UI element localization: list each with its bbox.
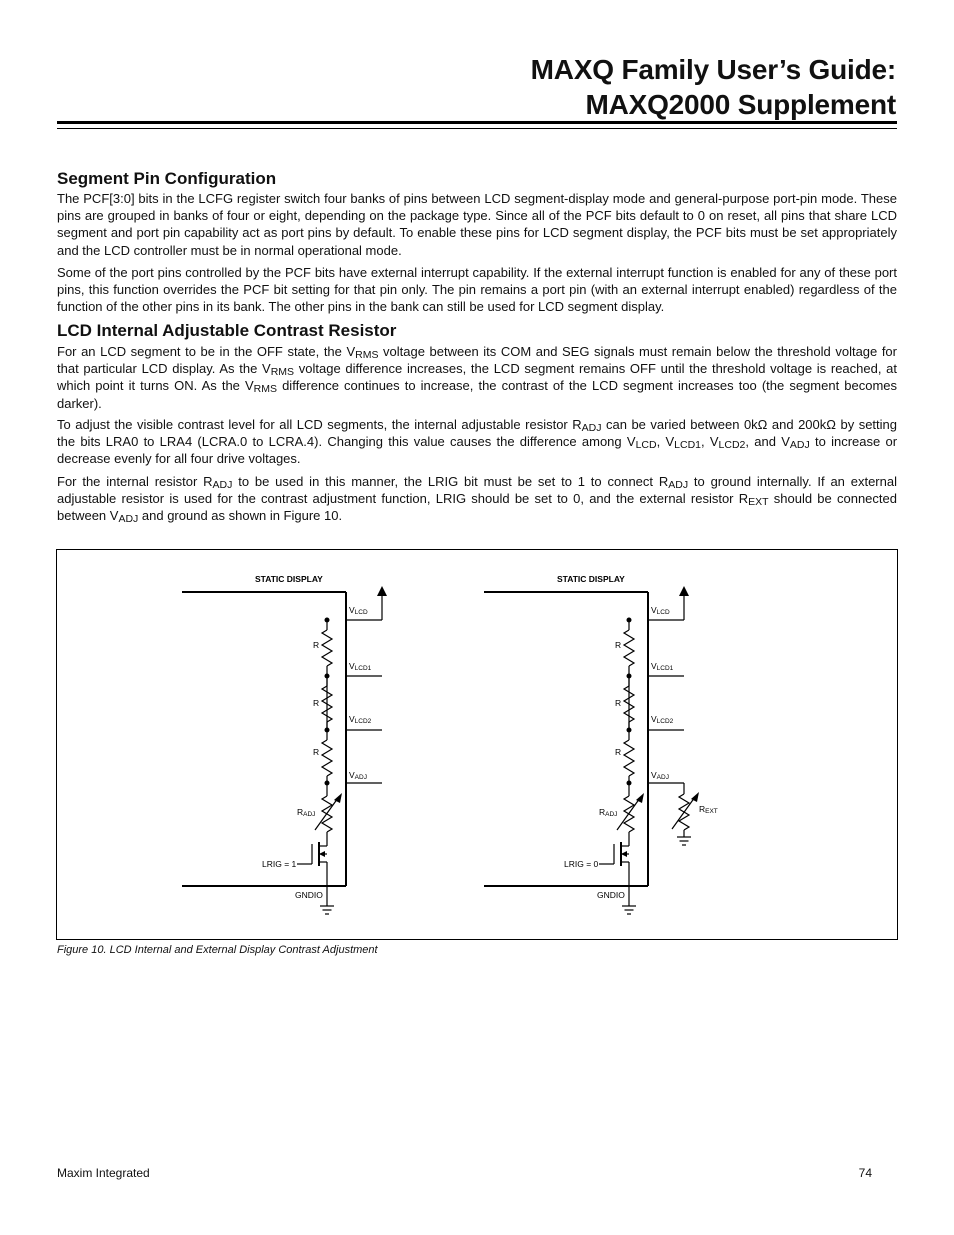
title-line-1: MAXQ Family User’s Guide: <box>530 54 896 85</box>
paragraph-radj-range: To adjust the visible contrast level for all LCD segments, the internal adjustable resistor $R_{ADJ}$ can be varied between 0kΩ and 200kΩ by setting the bits LRA0 to LRA4 (LCRA.0 to LCRA.4). Changing this value causes the difference among $V_{LCD}$, $V_{LCD1}$, $V_{LCD2}$, and $V_{ADJ}$ to increase or decrease evenly for all four drive voltages. <box>57 417 898 467</box>
left-radj-label: RADJ <box>297 807 316 818</box>
footer-company: Maxim Integrated <box>57 1166 150 1180</box>
header-rule-thin <box>57 128 897 129</box>
left-lrig-label: LRIG = 1 <box>262 859 297 869</box>
right-vlcd-label: VLCD <box>651 605 670 616</box>
external-resistor-circuit <box>484 574 718 914</box>
figure-10-box <box>56 549 898 940</box>
paragraph-vrms: For an LCD segment to be in the OFF state, the $V_{RMS}$ voltage between its COM and SEG signals must remain below the threshold voltage for that particular LCD display. As the $V_{RMS}$ voltage difference increases, the LCD segment remains OFF until the threshold voltage is reached, at which point it turns ON. As the $V_{RMS}$ difference continues to increase, the contrast of the LCD segment increases too (the segment becomes darker). <box>57 344 898 411</box>
right-vlcd2-label: VLCD2 <box>651 714 674 725</box>
right-heading: STATIC DISPLAY <box>557 574 625 584</box>
section-heading-contrast-resistor: LCD Internal Adjustable Contrast Resistor <box>57 321 397 340</box>
right-radj-label: RADJ <box>599 807 618 818</box>
paragraph-interrupt: Some of the port pins controlled by the PCF bits have external interrupt capability. If the external interrupt function is enabled for any of these port pins, this function overrides the PCF bit setting for that pin only. The pin remains a port pin (with an external interrupt enabled) regardless of the function of the other pins in its bank. The other pins in the bank can still be used for LCD segment display. <box>57 265 897 315</box>
left-vadj-label: VADJ <box>349 770 367 781</box>
internal-resistor-circuit <box>182 574 387 914</box>
left-gndio-label: GNDIO <box>295 890 323 900</box>
right-r1-label: R <box>615 640 622 650</box>
left-r2-label: R <box>313 698 320 708</box>
figure-caption: Figure 10. LCD Internal and External Display Contrast Adjustment <box>57 944 378 956</box>
page-title <box>531 52 896 122</box>
paragraph-lrig: For the internal resistor $R_{ADJ}$ to be used in this manner, the LRIG bit must be set to 1 to connect $R_{ADJ}$ to ground internally. If an external adjustable resistor is used for the contrast adjustment function, LRIG should be set to 0, and the external resistor $R_{EXT}$ should be connected between $V_{ADJ}$ and ground as shown in Figure 10. <box>57 474 897 526</box>
right-r2-label: R <box>615 698 622 708</box>
paragraph-pcf-bits: The PCF[3:0] bits in the LCFG register switch four banks of pins between LCD segment-display mode and general-purpose port-pin mode. These pins are grouped in banks of four or eight, depending on the package type. Since all of the PCF bits default to 0 on reset, all pins that share LCD segment and port pin capability act as port pins by default. To enable these pins for LCD segment display, the PCF bits must be set appropriately and the LCD controller must be in normal operational mode. <box>57 191 897 258</box>
header-rule-thick <box>57 121 897 124</box>
left-vlcd-label: VLCD <box>349 605 368 616</box>
right-r3-label: R <box>615 747 622 757</box>
contrast-circuit-diagram <box>57 550 897 939</box>
right-gndio-label: GNDIO <box>597 890 625 900</box>
title-line-2: MAXQ2000 Supplement <box>585 89 896 120</box>
right-lrig-label: LRIG = 0 <box>564 859 599 869</box>
rext-branch <box>672 783 695 845</box>
right-vadj-label: VADJ <box>651 770 669 781</box>
left-r1-label: R <box>313 640 320 650</box>
left-vlcd2-label: VLCD2 <box>349 714 372 725</box>
left-vlcd1-label: VLCD1 <box>349 661 372 672</box>
left-heading: STATIC DISPLAY <box>255 574 323 584</box>
right-rext-label: REXT <box>699 804 718 815</box>
page-number: 74 <box>858 1166 872 1180</box>
section-heading-segment-pin: Segment Pin Configuration <box>57 169 277 188</box>
left-r3-label: R <box>313 747 320 757</box>
right-vlcd1-label: VLCD1 <box>651 661 674 672</box>
